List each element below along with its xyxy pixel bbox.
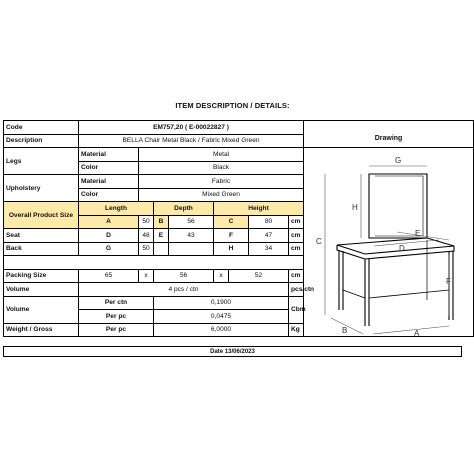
- packing-label: Packing Size: [4, 269, 79, 283]
- volume-pcs-value: 4 pcs / ctn: [79, 283, 289, 297]
- upholstery-material-label: Material: [79, 175, 139, 189]
- packing-height: 52: [229, 269, 289, 283]
- seat-d-value: 48: [139, 229, 154, 243]
- legs-material-value: Metal: [139, 148, 304, 162]
- seat-unit: cm: [289, 229, 304, 243]
- back-h-value: 34: [249, 242, 289, 256]
- volume-pcs-label: Volume: [4, 283, 79, 297]
- overall-c-letter: C: [214, 215, 249, 229]
- overall-b-letter: B: [154, 215, 169, 229]
- length-header: Length: [79, 202, 154, 216]
- seat-f-value: 47: [249, 229, 289, 243]
- overall-label: Overall Product Size: [4, 202, 79, 229]
- dim-label-b: B: [342, 326, 348, 335]
- seat-e-letter: E: [154, 229, 169, 243]
- packing-width: 56: [154, 269, 214, 283]
- height-header: Height: [214, 202, 304, 216]
- volume-pcs-unit: pcs/ctn: [289, 283, 304, 297]
- description-value: BELLA Chair Metal Black / Fabric Mixed Green: [79, 134, 304, 148]
- dim-label-d: D: [399, 244, 405, 253]
- upholstery-label: Upholstery: [4, 175, 79, 202]
- dimension-letters: [316, 156, 451, 338]
- packing-length: 65: [79, 269, 139, 283]
- dim-label-e: E: [415, 229, 421, 238]
- seat-label: Seat: [4, 229, 79, 243]
- back-empty-1: [154, 242, 169, 256]
- dim-label-f: F: [446, 277, 451, 286]
- overall-b-value: 56: [169, 215, 214, 229]
- weight-per-pc-label: Per pc: [79, 323, 154, 337]
- legs-color-value: Black: [139, 161, 304, 175]
- overall-a-value: 50: [139, 215, 154, 229]
- chair-backrest-inner: [375, 176, 423, 236]
- weight-value: 6,0000: [154, 323, 289, 337]
- drawing-header: [304, 121, 474, 148]
- upholstery-color-value: Mixed Green: [139, 188, 304, 202]
- overall-unit: cm: [289, 215, 304, 229]
- packing-unit: cm: [289, 269, 304, 283]
- chair-dimension-drawing: [309, 150, 459, 340]
- chair-leg-front-left: [339, 250, 343, 310]
- depth-header: Depth: [154, 202, 214, 216]
- dim-label-h: H: [352, 203, 358, 212]
- date-stamp: Date 13/06/2023: [3, 346, 462, 357]
- back-g-value: 50: [139, 242, 154, 256]
- page-heading: ITEM DESCRIPTION / DETAILS:: [175, 101, 290, 110]
- upholstery-color-label: Color: [79, 188, 139, 202]
- back-unit: cm: [289, 242, 304, 256]
- dim-line-a: [373, 326, 449, 334]
- legs-material-label: Material: [79, 148, 139, 162]
- spacer-row: [4, 256, 304, 270]
- description-label: Description: [4, 134, 79, 148]
- upholstery-material-value: Fabric: [139, 175, 304, 189]
- dimension-lines: [325, 166, 449, 334]
- back-h-letter: H: [214, 242, 249, 256]
- overall-c-value: 80: [249, 215, 289, 229]
- dim-label-a: A: [414, 329, 420, 338]
- chair-leg-front-right: [365, 259, 369, 326]
- overall-a-letter: A: [79, 215, 139, 229]
- weight-label: Weight / Gross: [4, 323, 79, 337]
- back-label: Back: [4, 242, 79, 256]
- code-label: Code: [4, 121, 79, 135]
- volume-per-pc-label: Per pc: [79, 310, 154, 324]
- weight-unit: Kg: [289, 323, 304, 337]
- volume-per-pc-value: 0,0475: [154, 310, 289, 324]
- row-code: [4, 121, 474, 135]
- seat-d-letter: D: [79, 229, 139, 243]
- volume-per-ctn-label: Per ctn: [79, 296, 154, 310]
- seat-e-value: 43: [169, 229, 214, 243]
- drawing-title: Drawing: [374, 134, 403, 142]
- code-value: EM757,20 ( E-00022827 ): [79, 121, 304, 135]
- volume-cbm-label: Volume: [4, 296, 79, 323]
- seat-f-letter: F: [214, 229, 249, 243]
- dim-label-c: C: [316, 237, 322, 246]
- dim-label-g: G: [395, 156, 402, 165]
- volume-per-ctn-value: 0,1900: [154, 296, 289, 310]
- legs-label: Legs: [4, 148, 79, 175]
- chair-outline: [337, 174, 454, 326]
- volume-cbm-unit: Cbm: [289, 296, 304, 323]
- legs-color-label: Color: [79, 161, 139, 175]
- back-g-letter: G: [79, 242, 139, 256]
- chair-stretchers: [343, 290, 449, 298]
- packing-x1: x: [139, 269, 154, 283]
- back-empty-2: [169, 242, 214, 256]
- packing-x2: x: [214, 269, 229, 283]
